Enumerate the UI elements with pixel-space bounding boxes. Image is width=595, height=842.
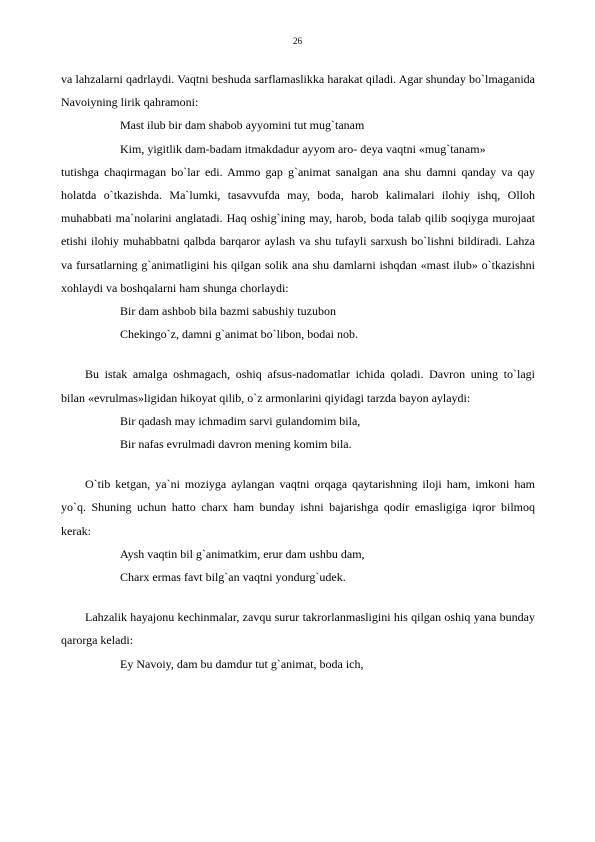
verse-line: Ey Navoiy, dam bu damdur tut g`animat, boda ich,	[120, 656, 364, 671]
paragraph: va lahzalarni qadrlaydi. Vaqtni beshuda sarflamaslikka harakat qiladi. Agar shunday bo`lmaganida Navoiyning lirik qahramoni:	[61, 72, 535, 110]
paragraph: Bu istak amalga oshmagach, oshiq afsus-nadomatlar ichida qoladi. Davron uning to`lagi bilan «evrulmas»ligidan hikoyat qilib, o`z armonlarini qiyidagi tarzda bayon aylaydi:	[61, 367, 535, 405]
verse-line: Bir dam ashbob bila bazmi sabushiy tuzubon	[120, 304, 336, 319]
paragraph-spacer	[61, 589, 535, 606]
page-number: 26	[293, 36, 302, 46]
paragraph: Lahzalik hayajonu kechinmalar, zavqu surur takrorlanmasligini his qilgan oshiq yana bunday qarorga keladi:	[61, 610, 535, 648]
paragraph-spacer	[61, 456, 535, 473]
paragraph: O`tib ketgan, ya`ni moziyga aylangan vaqtni orqaga qaytarishning iloji ham, imkoni ham yo`q. Shuning uchun hatto charx ham bunday ishni bajarishga qodir emasligiga iqror bilmoq kerak:	[61, 477, 535, 538]
verse-line: Kim, yigitlik dam-badam itmakdadur ayyom aro- deya vaqtni «mug`tanam»	[120, 141, 486, 156]
verse-line: Charx ermas favt bilg`an vaqtni yondurg`udek.	[120, 570, 346, 585]
verse-line: Mast ilub bir dam shabob ayyomini tut mug`tanam	[120, 118, 365, 133]
verse-line: Bir qadash may ichmadim sarvi gulandomim bila,	[120, 413, 361, 428]
verse-line: Aysh vaqtin bil g`animatkim, erur dam ushbu dam,	[120, 546, 365, 561]
document-body	[61, 68, 535, 676]
verse-line: Bir nafas evrulmadi davron mening komim bila.	[120, 437, 352, 452]
paragraph-spacer	[61, 346, 535, 363]
paragraph: tutishga chaqirmagan bo`lar edi. Ammo gap g`animat sanalgan ana shu damni qanday va qay holatda o`tkazishda. Ma`lumki, tasavvufda may, boda, harob kalimalari ilohiy ishq, Olloh muhabbati ma`nolarini anglatadi. Haq oshig`ining may, harob, boda talab qilib soqiyga murojaat etishi ilohiy muhabbatni qalbda barqaror aylash va shu tufayli sarxush bo`lishni bildiradi. Lahza va fursatlarning g`animatligini his qilgan solik ana shu damlarni ishqdan «mast ilub» o`tkazishni xohlaydi va boshqalarni ham shunga chorlaydi:	[61, 164, 535, 295]
verse-line: Chekingo`z, damni g`animat bo`libon, bodai nob.	[120, 327, 358, 342]
